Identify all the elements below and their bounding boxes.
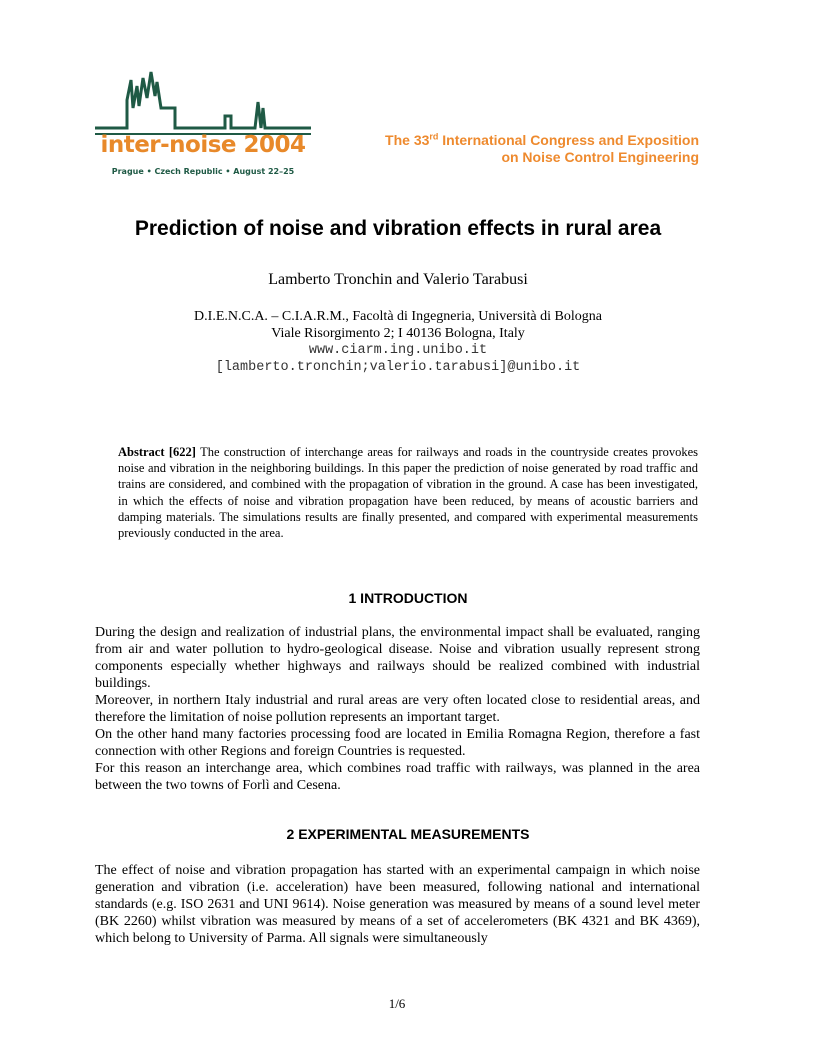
page-number: 1/6	[388, 996, 406, 1011]
congress-line-2: on Noise Control Engineering	[501, 149, 699, 165]
paper-title: Prediction of noise and vibration effects in rural area	[134, 217, 662, 240]
affiliation-line-1: D.I.E.N.C.A. – C.I.A.R.M., Facoltà di Ingegneria, Università di Bologna	[194, 309, 602, 324]
paragraph: During the design and realization of industrial plans, the environmental impact shall be evaluated, ranging from air and water pollution to hydro-geological disease. Noise and vibration usually represent strong components especially whether highways and railways should be realized combined with industrial buildings.	[95, 625, 700, 691]
paper-authors: Lamberto Tronchin and Valerio Tarabusi	[268, 271, 528, 288]
abstract	[118, 444, 698, 541]
section-heading-introduction: 1 INTRODUCTION	[348, 590, 468, 606]
congress-line-1	[385, 132, 699, 149]
email-addresses[interactable]: [lamberto.tronchin;valerio.tarabusi]@unibo.it	[215, 360, 581, 375]
prague-skyline-icon	[95, 68, 311, 138]
congress-prefix: The	[385, 132, 414, 148]
congress-name: International Congress and Exposition	[438, 132, 699, 148]
section-heading-experimental: 2 EXPERIMENTAL MEASUREMENTS	[286, 826, 530, 842]
paragraph: On the other hand many factories processing food are located in Emilia Romagna Region, therefore a fast connection with other Regions and foreign Countries is requested.	[95, 727, 700, 759]
abstract-label: Abstract [622]	[118, 445, 196, 459]
logo-subtitle: Prague • Czech Republic • August 22–25	[111, 167, 295, 176]
website-link[interactable]: www.ciarm.ing.unibo.it	[308, 343, 488, 358]
congress-title	[385, 132, 699, 166]
section-body-experimental	[95, 862, 700, 947]
affiliation-block	[0, 308, 796, 376]
section-body-introduction	[95, 624, 700, 794]
abstract-text: The construction of interchange areas for railways and roads in the countryside creates provokes noise and vibration in the neighboring buildings. In this paper the prediction of noise generated by road traffic and trains are considered, and combined with the propagation of vibration in the ground. A case has been investigated, in which the effects of noise and vibration propagation have been reduced, by means of acoustic barriers and damping materials. The simulations results are finally presented, and compared with experimental measurements previously conducted in the area.	[118, 445, 698, 541]
paragraph: Moreover, in northern Italy industrial and rural areas are very often located close to residential areas, and therefore the limitation of noise pollution represents an important target.	[95, 693, 700, 725]
inter-noise-logo	[95, 68, 311, 180]
paragraph: For this reason an interchange area, which combines road traffic with railways, was planned in the area between the two towns of Forlì and Cesena.	[95, 761, 700, 793]
affiliation-line-2: Viale Risorgimento 2; I 40136 Bologna, Italy	[271, 326, 525, 341]
congress-ordinal-suffix: rd	[429, 131, 439, 142]
paragraph: The effect of noise and vibration propagation has started with an experimental campaign in which noise generation and vibration (i.e. acceleration) have been measured, following national and international standards (e.g. ISO 2631 and UNI 9614). Noise generation was measured by means of a sound level meter (BK 2260) whilst vibration was measured by means of a set of accelerometers (BK 4321 and BK 4369), which belong to University of Parma. All signals were simultaneously	[95, 863, 700, 946]
logo-wordmark: inter-noise 2004	[100, 132, 306, 158]
congress-ordinal: 33	[413, 132, 430, 148]
